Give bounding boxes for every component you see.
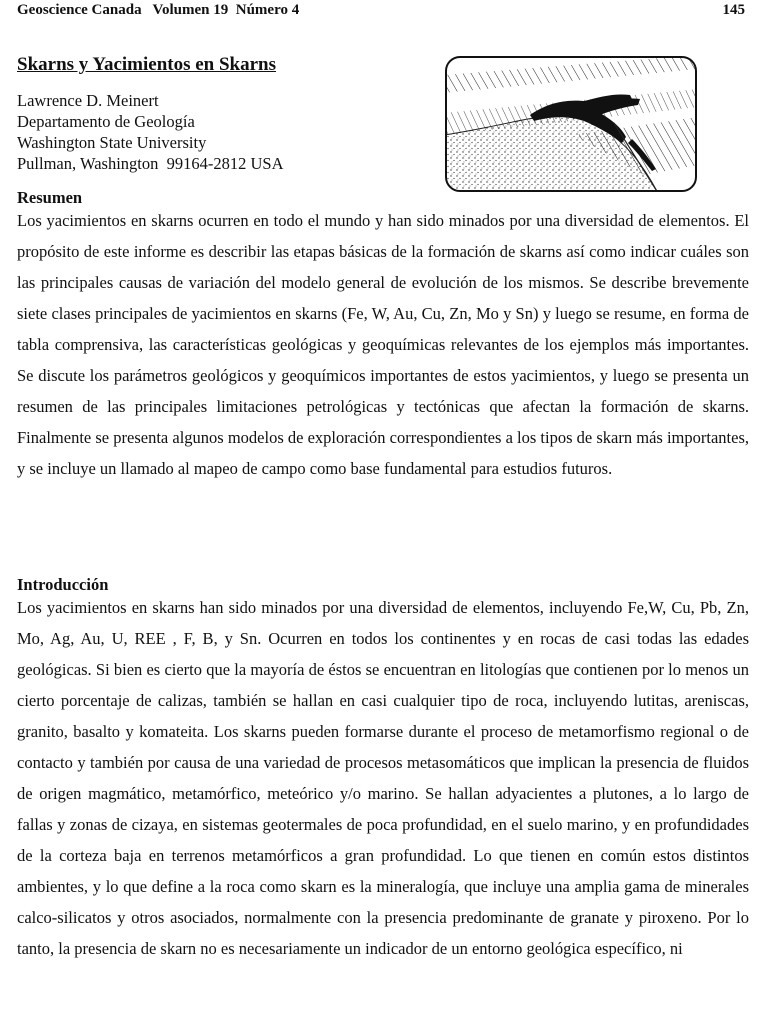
author-name: Lawrence D. Meinert bbox=[17, 91, 159, 110]
running-header bbox=[17, 2, 745, 24]
journal-citation: Geoscience Canada Volumen 19 Número 4 bbox=[17, 2, 300, 18]
author-address: Pullman, Washington 99164-2812 USA bbox=[17, 154, 284, 173]
geologic-cross-section-illustration bbox=[444, 55, 698, 193]
article-title: Skarns y Yacimientos en Skarns bbox=[17, 54, 277, 75]
page-number: 145 bbox=[722, 2, 745, 18]
section-heading-resumen: Resumen bbox=[17, 188, 83, 207]
author-university: Washington State University bbox=[17, 133, 207, 152]
author-affiliation bbox=[17, 90, 417, 174]
abstract-paragraph: Los yacimientos en skarns ocurren en todo el mundo y han sido minados por una diversidad de elementos. El propósito de este informe es describir las etapas básicas de la formación de skarns así como indicar cuáles son las principales causas de variación del modelo general de evolución de los mismos. Se describe brevemente siete clases principales de yacimientos en skarns (Fe, W, Au, Cu, Zn, Mo y Sn) y luego se resume, en forma de tabla comprensiva, las características geológicas y geoquímicas relevantes de los ejemplos más importantes. Se discute los parámetros geológicos y geoquímicos importantes de estos yacimientos, y luego se presenta un resumen de las principales limitaciones petrológicas y tectónicas que afectan la formación de skarns. Finalmente se presenta algunos modelos de exploración correspondientes a los tipos de skarn más importantes, y se incluye un llamado al mapeo de campo como base fundamental para estudios futuros. bbox=[17, 211, 749, 478]
author-department: Departamento de Geología bbox=[17, 112, 195, 131]
section-heading-introduccion: Introducción bbox=[17, 575, 109, 594]
introduction-paragraph: Los yacimientos en skarns han sido minados por una diversidad de elementos, incluyendo Fe,W, Cu, Pb, Zn, Mo, Ag, Au, U, REE , F, B, y Sn. Ocurren en todos los continentes y en rocas de casi todas las edades geológicas. Si bien es cierto que la mayoría de éstos se encuentran en litologías que contienen por lo menos un cierto porcentaje de calizas, también se hallan en casi cualquier tipo de roca, incluyendo lutitas, areniscas, granito, basalto y komateita. Los skarns pueden formarse durante el proceso de metamorfismo regional o de contacto y también por causa de una variedad de procesos metasomáticos que implican la presencia de fluidos de origen magmático, metamórfico, meteórico y/o marino. Se hallan adyacientes a plutones, a lo largo de fallas y zonas de cizaya, en sistemas geotermales de poca profundidad, en el suelo marino, y en profundidades de la corteza baja en terrenos metamórficos a gran profundidad. Lo que tienen en común estos distintos ambientes, y lo que define a la roca como skarn es la mineralogía, que incluye una amplia gama de minerales calco-silicatos y otros asociados, normalmente con la presencia predominante de granate y piroxeno. Por lo tanto, la presencia de skarn no es necesariamente un indicador de un entorno geológica específico, ni bbox=[17, 598, 749, 958]
